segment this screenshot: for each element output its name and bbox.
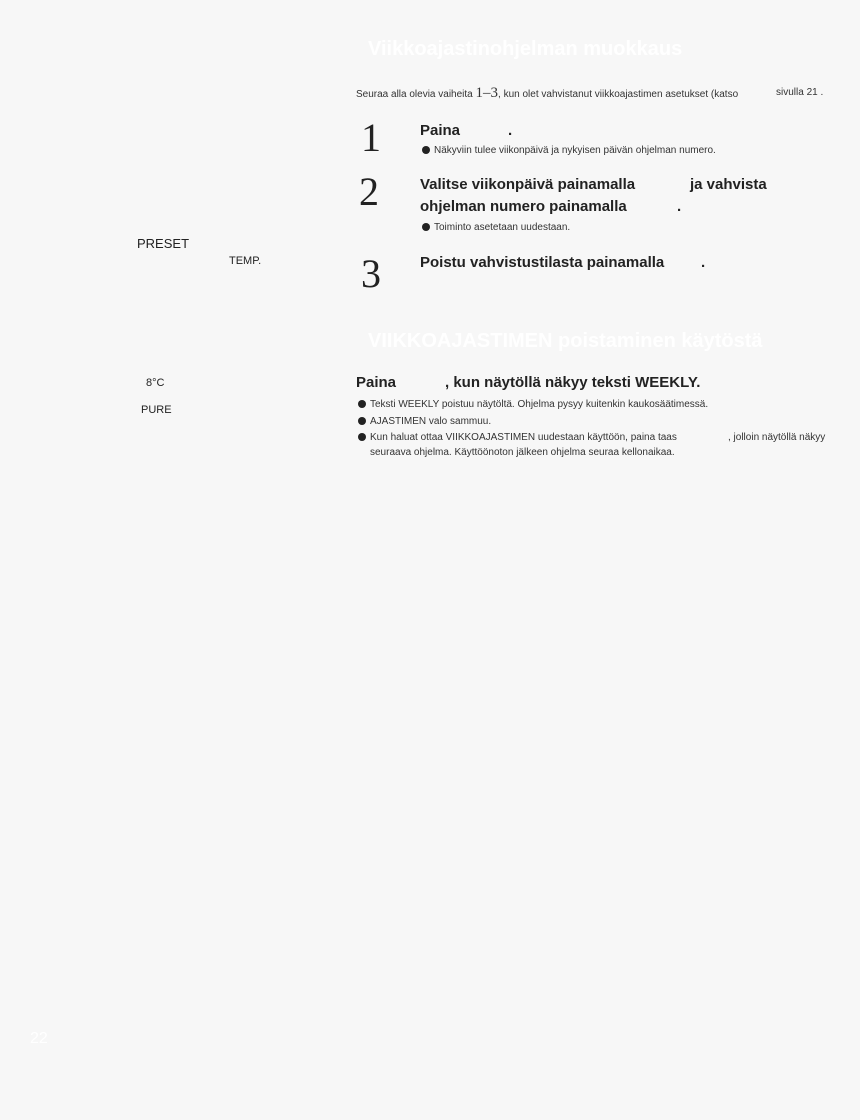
intro-before: Seuraa alla olevia vaiheita [356,89,476,100]
step-2-title-line2-end: . [677,198,682,215]
step-1-note [422,145,716,156]
step-2-title-line1-end: ja vahvista [690,176,767,193]
bullet-icon [358,417,366,425]
bullet-icon [422,146,430,154]
step-2-number: 2 [359,169,379,214]
disable-bullet-2-text: AJASTIMEN valo sammuu. [370,416,492,427]
page-number: 22 [30,1030,48,1047]
disable-bullet-3-text: Kun haluat ottaa VIIKKOAJASTIMEN uudestaan käyttöön, paina taas [370,432,677,443]
step-1-title [420,120,460,141]
intro-after: , kun olet vahvistanut viikkoajastimen asetukset (katso [498,89,739,100]
temp-label: TEMP. [229,255,262,267]
disable-bullet-3-end: , jolloin näytöllä näkyy [728,432,826,443]
disable-title-end: , kun näytöllä näkyy teksti WEEKLY. [445,374,701,391]
eight-c-label: 8°C [146,377,165,389]
disable-bullet-1 [358,399,708,410]
intro-text [356,85,738,102]
disable-title-start: Paina [356,374,397,391]
disable-bullet-2 [358,416,491,427]
intro-page-ref: sivulla 21 . [776,87,824,98]
step-2-title-line2: ohjelman numero painamalla [420,198,627,215]
bullet-icon [358,433,366,441]
preset-label: PRESET [137,236,190,251]
step-2-note [422,222,570,233]
disable-bullet-3-line2: seuraava ohjelma. Käyttöönoton jälkeen ohjelma seuraa kellonaikaa. [370,447,675,458]
bullet-icon [358,400,366,408]
disable-bullet-3 [358,432,677,443]
intro-range: 1–3 [475,85,499,101]
step-3-number: 3 [361,251,381,296]
step-1-title-text: Paina [420,122,461,139]
disable-bullet-1-text: Teksti WEEKLY poistuu näytöltä. Ohjelma pysyy kuitenkin kaukosäätimessä. [370,399,709,410]
step-2-note-text: Toiminto asetetaan uudestaan. [434,222,571,233]
step-3-title: Poistu vahvistustilasta painamalla [420,254,665,271]
step-2-title-line1: Valitse viikonpäivä painamalla [420,176,636,193]
bullet-icon [422,223,430,231]
pure-label: PURE [141,404,172,416]
step-1-title-end: . [508,122,513,139]
section-heading-disable: VIIKKOAJASTIMEN poistaminen käytöstä [368,330,763,352]
section-heading-edit: Viikkoajastinohjelman muokkaus [368,38,683,60]
step-1-number: 1 [361,115,381,160]
step-3-title-end: . [701,254,706,271]
step-1-note-text: Näkyviin tulee viikonpäivä ja nykyisen päivän ohjelman numero. [434,145,716,156]
